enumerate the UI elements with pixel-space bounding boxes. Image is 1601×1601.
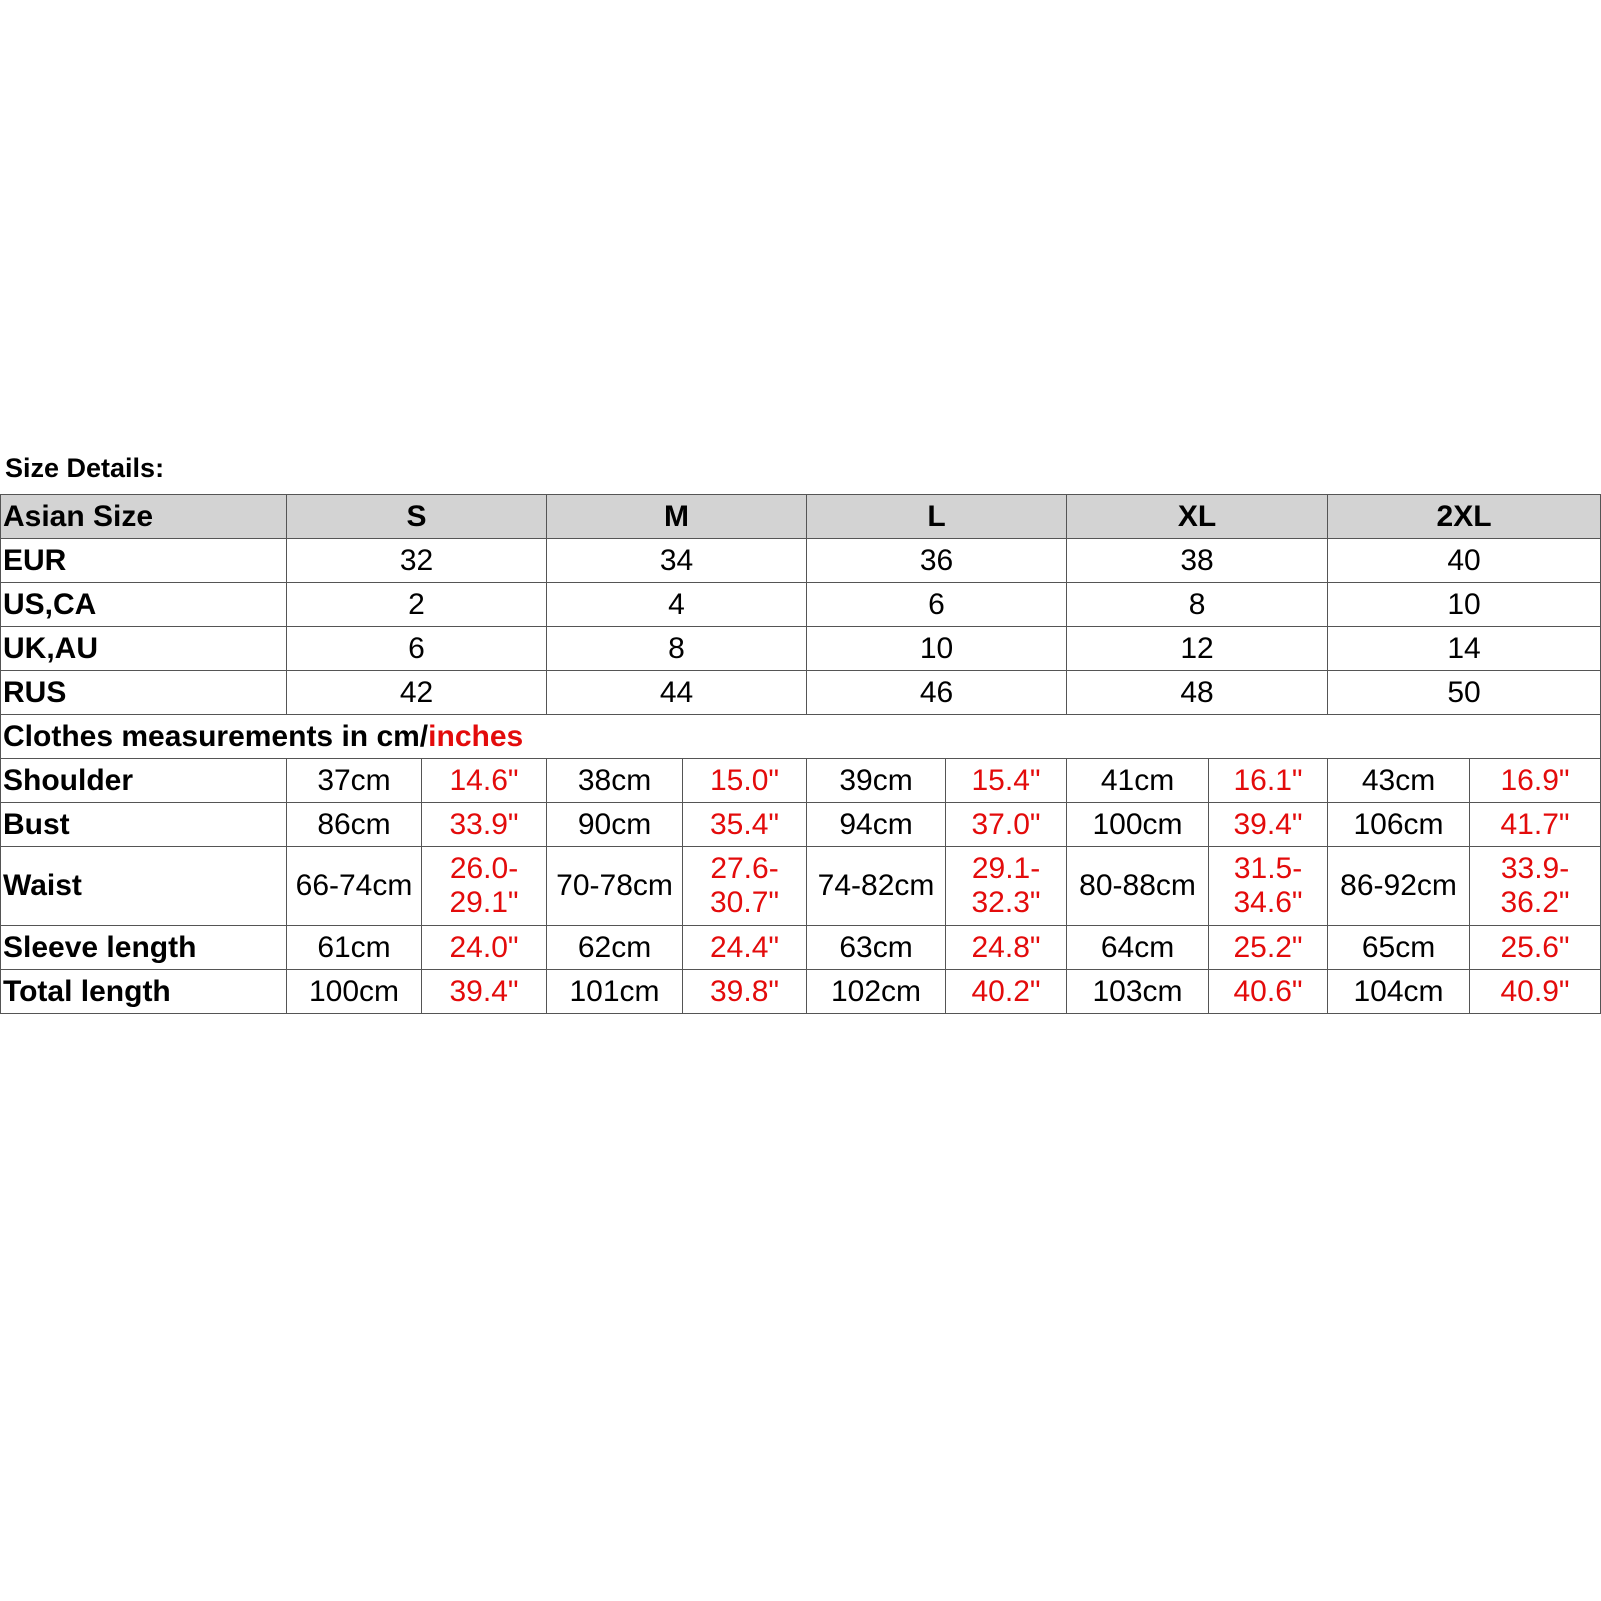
cm-cell: 94cm (807, 803, 946, 847)
inch-range-end: 36.2" (1500, 886, 1570, 919)
table-cell: 14 (1328, 627, 1601, 671)
size-header: S (287, 495, 547, 539)
inch-range-start: 29.1- (971, 852, 1041, 885)
table-cell: 40 (1328, 539, 1601, 583)
table-cell: 10 (1328, 583, 1601, 627)
section-heading (1, 715, 1601, 759)
row-label: Waist (1, 847, 287, 926)
inch-cell: 24.4" (683, 926, 807, 970)
cm-cell: 106cm (1328, 803, 1470, 847)
inch-cell (422, 847, 547, 926)
inch-cell: 25.6" (1470, 926, 1601, 970)
page-title: Size Details: (5, 453, 165, 483)
table-cell: 10 (807, 627, 1067, 671)
size-header: XL (1067, 495, 1328, 539)
cm-cell: 90cm (547, 803, 683, 847)
row-label: Total length (1, 970, 287, 1014)
inch-cell: 15.0" (683, 759, 807, 803)
size-chart-table (0, 494, 1601, 1014)
table-cell: 46 (807, 671, 1067, 715)
inch-cell: 40.9" (1470, 970, 1601, 1014)
header-row (1, 495, 1601, 539)
cm-cell: 43cm (1328, 759, 1470, 803)
cm-cell: 86cm (287, 803, 422, 847)
inch-range-start: 26.0- (449, 852, 519, 885)
row-label: Bust (1, 803, 287, 847)
cm-cell: 102cm (807, 970, 946, 1014)
inch-range-start: 27.6- (710, 852, 779, 885)
cm-cell: 39cm (807, 759, 946, 803)
inch-cell: 14.6" (422, 759, 547, 803)
inch-cell: 35.4" (683, 803, 807, 847)
size-header: L (807, 495, 1067, 539)
table-row (1, 759, 1601, 803)
inch-cell: 37.0" (946, 803, 1067, 847)
inch-range-end: 34.6" (1233, 886, 1303, 919)
inch-cell: 16.9" (1470, 759, 1601, 803)
table-row (1, 970, 1601, 1014)
table-row (1, 671, 1601, 715)
cm-cell: 80-88cm (1067, 847, 1209, 926)
inch-cell: 41.7" (1470, 803, 1601, 847)
cm-cell: 70-78cm (547, 847, 683, 926)
cm-cell: 100cm (287, 970, 422, 1014)
cm-cell: 61cm (287, 926, 422, 970)
cm-cell: 64cm (1067, 926, 1209, 970)
row-label: EUR (1, 539, 287, 583)
inch-range-start: 31.5- (1233, 852, 1303, 885)
inch-cell: 39.8" (683, 970, 807, 1014)
inch-cell (1470, 847, 1601, 926)
table-cell: 12 (1067, 627, 1328, 671)
cm-cell: 62cm (547, 926, 683, 970)
cm-cell: 104cm (1328, 970, 1470, 1014)
table-cell: 6 (287, 627, 547, 671)
inch-cell: 39.4" (422, 970, 547, 1014)
table-cell: 32 (287, 539, 547, 583)
table-cell: 8 (1067, 583, 1328, 627)
table-row (1, 539, 1601, 583)
row-label: US,CA (1, 583, 287, 627)
table-cell: 48 (1067, 671, 1328, 715)
inch-cell (946, 847, 1067, 926)
table-cell: 36 (807, 539, 1067, 583)
inch-cell: 16.1" (1209, 759, 1328, 803)
inch-cell: 24.8" (946, 926, 1067, 970)
cm-cell: 86-92cm (1328, 847, 1470, 926)
table-cell: 44 (547, 671, 807, 715)
inch-cell: 39.4" (1209, 803, 1328, 847)
cm-cell: 38cm (547, 759, 683, 803)
table-cell: 8 (547, 627, 807, 671)
section-row (1, 715, 1601, 759)
size-header: M (547, 495, 807, 539)
inch-cell: 40.6" (1209, 970, 1328, 1014)
cm-cell: 66-74cm (287, 847, 422, 926)
table-row (1, 926, 1601, 970)
section-label-inches: inches (428, 719, 524, 753)
row-label: Shoulder (1, 759, 287, 803)
header-label: Asian Size (1, 495, 287, 539)
table-cell: 50 (1328, 671, 1601, 715)
inch-range-end: 30.7" (709, 886, 780, 919)
inch-cell: 24.0" (422, 926, 547, 970)
cm-cell: 65cm (1328, 926, 1470, 970)
inch-cell (1209, 847, 1328, 926)
table-cell: 34 (547, 539, 807, 583)
table-cell: 42 (287, 671, 547, 715)
cm-cell: 103cm (1067, 970, 1209, 1014)
row-label: Sleeve length (1, 926, 287, 970)
row-label: UK,AU (1, 627, 287, 671)
inch-range-start: 33.9- (1500, 852, 1570, 885)
cm-cell: 37cm (287, 759, 422, 803)
table-cell: 38 (1067, 539, 1328, 583)
inch-range-end: 32.3" (971, 886, 1041, 919)
table-row (1, 847, 1601, 926)
inch-cell: 40.2" (946, 970, 1067, 1014)
cm-cell: 63cm (807, 926, 946, 970)
inch-range-end: 29.1" (449, 886, 519, 919)
cm-cell: 101cm (547, 970, 683, 1014)
table-cell: 2 (287, 583, 547, 627)
inch-cell: 33.9" (422, 803, 547, 847)
table-row (1, 583, 1601, 627)
row-label: RUS (1, 671, 287, 715)
table-row (1, 627, 1601, 671)
table-cell: 4 (547, 583, 807, 627)
inch-cell (683, 847, 807, 926)
cm-cell: 100cm (1067, 803, 1209, 847)
table-row (1, 803, 1601, 847)
section-label-cm: Clothes measurements in cm/ (3, 719, 429, 753)
inch-cell: 25.2" (1209, 926, 1328, 970)
size-header: 2XL (1328, 495, 1601, 539)
cm-cell: 41cm (1067, 759, 1209, 803)
cm-cell: 74-82cm (807, 847, 946, 926)
inch-cell: 15.4" (946, 759, 1067, 803)
table-cell: 6 (807, 583, 1067, 627)
